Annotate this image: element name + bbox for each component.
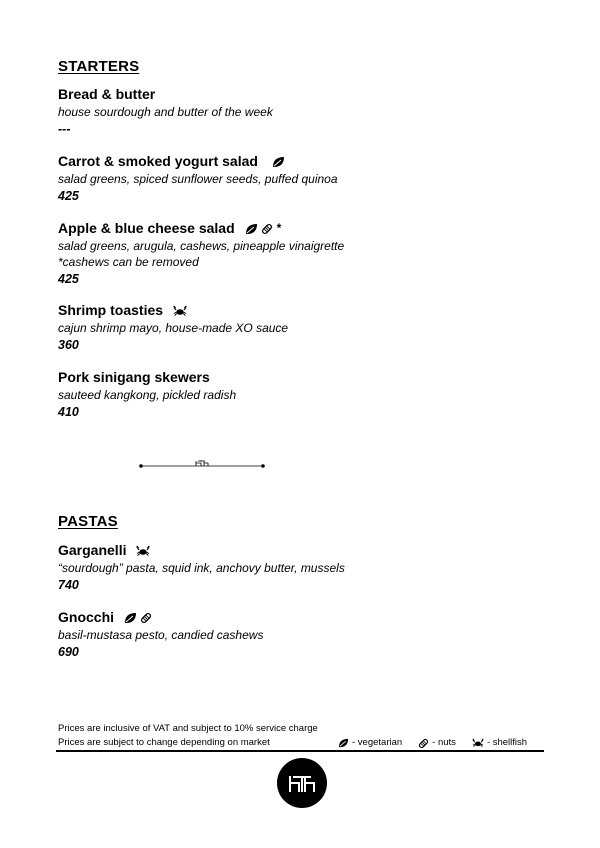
leaf-icon (124, 612, 137, 624)
item-price: 425 (58, 189, 79, 203)
menu-item-garganelli (58, 542, 558, 593)
menu-item-shrimp-toasties (58, 302, 558, 353)
item-price: --- (58, 122, 71, 136)
item-name: Gnocchi (58, 609, 115, 625)
item-price: 690 (58, 645, 79, 659)
footer-divider (56, 750, 544, 752)
legend-nuts-label: - nuts (432, 737, 456, 748)
item-price: 425 (58, 272, 79, 286)
item-description: cajun shrimp mayo, house-made XO sauce (58, 321, 289, 335)
menu-item-carrot-salad (58, 153, 558, 204)
item-name: Garganelli (58, 542, 127, 558)
leaf-icon (245, 223, 258, 235)
leaf-icon (272, 156, 285, 168)
nut-icon (140, 612, 152, 624)
nut-icon (418, 738, 429, 749)
item-name: Pork sinigang skewers (58, 369, 210, 385)
item-note: *cashews can be removed (58, 255, 199, 269)
item-price: 360 (58, 338, 79, 352)
item-description: house sourdough and butter of the week (58, 105, 273, 119)
asterisk-mark: * (276, 221, 282, 235)
item-price: 740 (58, 578, 79, 592)
divider-ornament (138, 456, 266, 472)
item-name: Shrimp toasties (58, 302, 164, 318)
section-title-pastas: PASTAS (58, 513, 118, 530)
footer-note-vat: Prices are inclusive of VAT and subject to 10% service charge (58, 723, 318, 734)
legend-nuts (418, 736, 456, 750)
nut-icon (261, 223, 273, 235)
menu-item-bread-butter (58, 86, 558, 137)
item-description: basil-mustasa pesto, candied cashews (58, 628, 264, 642)
menu-item-pork-skewers (58, 369, 558, 420)
dietary-legend (338, 736, 527, 750)
hth-monogram-icon (196, 460, 208, 466)
legend-vegetarian (338, 736, 402, 750)
item-description: salad greens, spiced sunflower seeds, puffed quinoa (58, 172, 338, 186)
item-price: 410 (58, 405, 79, 419)
crab-icon (173, 305, 187, 317)
item-description: “sourdough” pasta, squid ink, anchovy butter, mussels (58, 561, 345, 575)
section-title-starters: STARTERS (58, 58, 140, 75)
crab-icon (472, 738, 484, 748)
hth-logo-icon (277, 758, 327, 808)
crab-icon (136, 545, 150, 557)
menu-item-apple-salad (58, 220, 558, 287)
legend-shellfish (472, 736, 527, 750)
footer-note-market: Prices are subject to change depending on market (58, 737, 270, 748)
item-name: Apple & blue cheese salad (58, 220, 235, 236)
legend-shellfish-label: - shellfish (486, 737, 528, 748)
footer-notes (58, 722, 318, 750)
item-description: salad greens, arugula, cashews, pineapple vinaigrette (58, 239, 345, 253)
item-name: Carrot & smoked yogurt salad (58, 153, 258, 169)
item-description: sauteed kangkong, pickled radish (58, 388, 237, 402)
item-name: Bread & butter (58, 86, 156, 102)
menu-item-gnocchi (58, 609, 558, 660)
leaf-icon (338, 738, 349, 748)
legend-vegetarian-label: - vegetarian (352, 737, 403, 748)
